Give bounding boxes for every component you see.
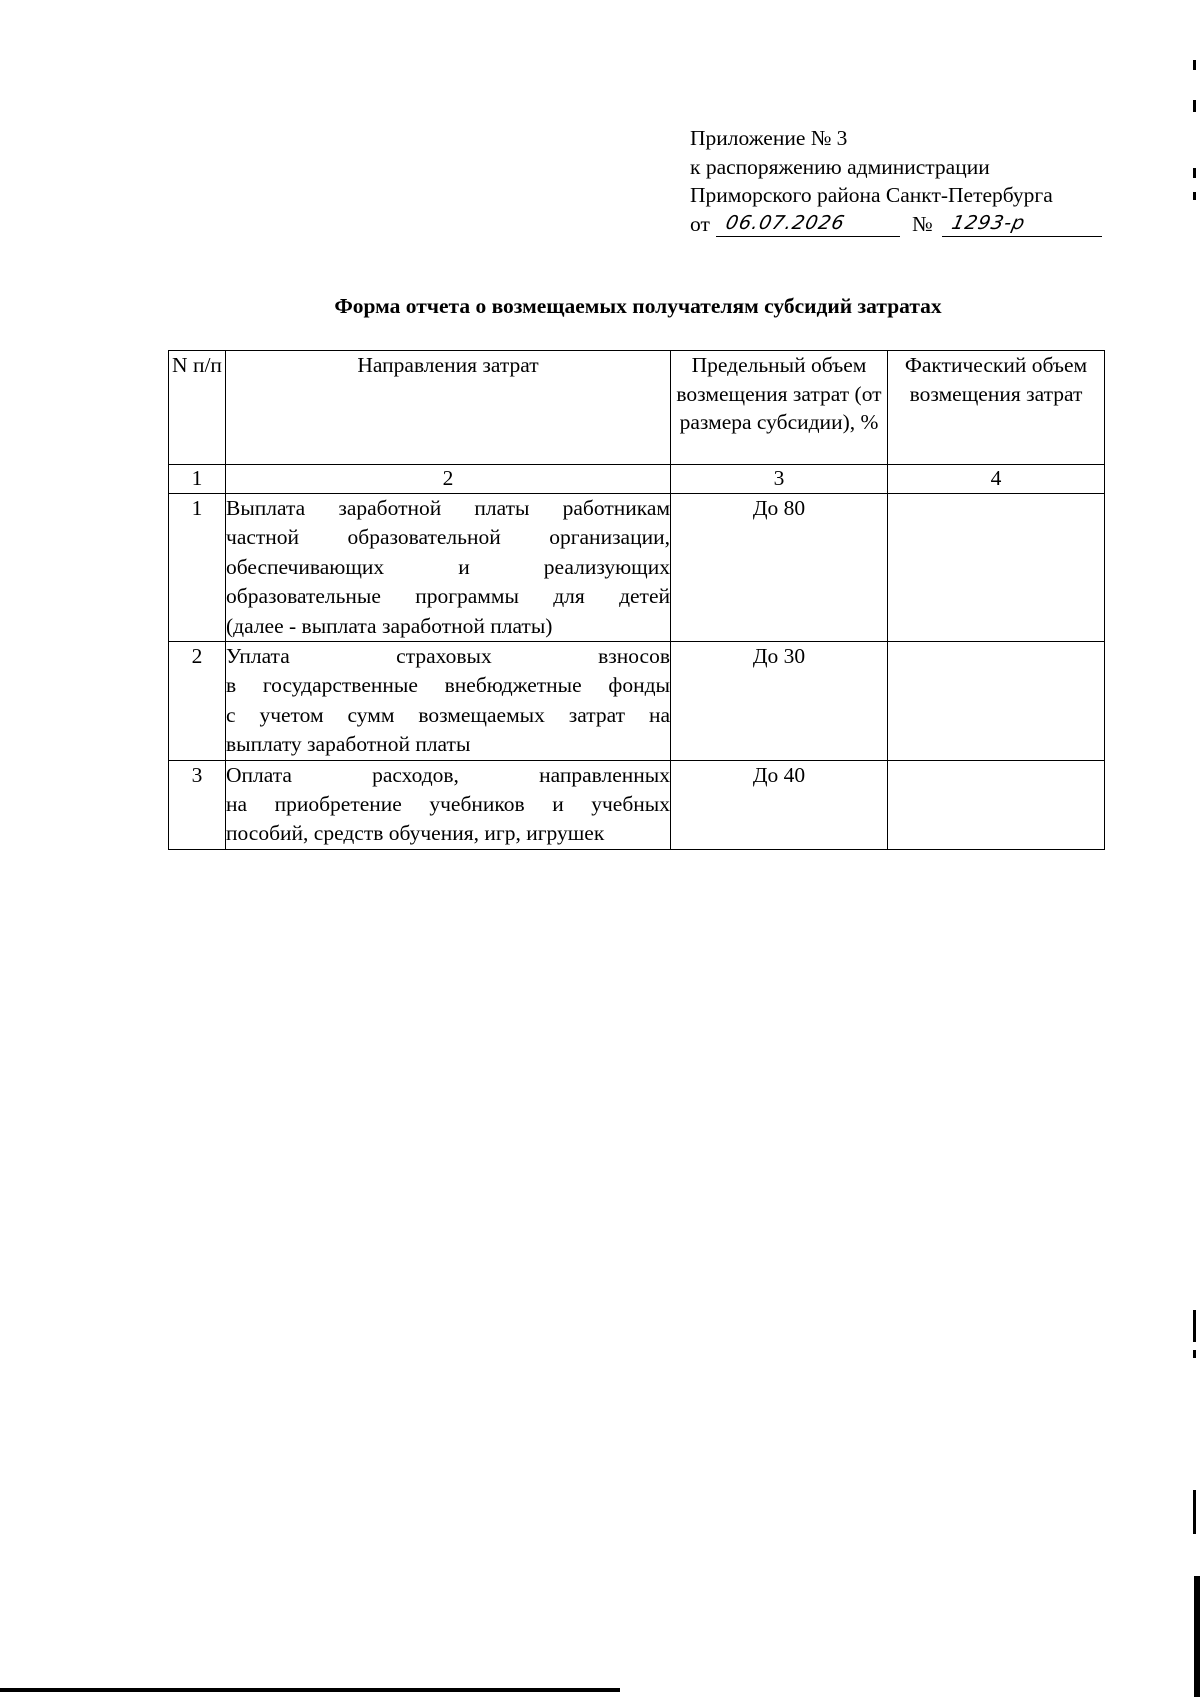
table-header-row: [169, 351, 1105, 465]
row-limit: До 30: [671, 642, 888, 761]
column-number: 4: [888, 465, 1105, 494]
scan-edge-mark: [1194, 1576, 1200, 1697]
row-direction: Выплата заработной платы работникам частной образовательной организации, обеспечивающих и реализующих образовательные программы для детей (далее - выплата заработной платы): [226, 494, 671, 642]
scan-edge-mark: [1193, 168, 1196, 178]
header-limit: Предельный объем возмещения затрат (от размера субсидии), %: [671, 351, 888, 465]
table-row: [169, 760, 1105, 849]
annex-number: Приложение № 3: [690, 126, 848, 150]
row-direction: Оплата расходов, направленных на приобретение учебников и учебных пособий, средств обучения, игр, игрушек: [226, 760, 671, 849]
table-row: [169, 642, 1105, 761]
header-number: N п/п: [169, 351, 226, 465]
from-label: от: [690, 211, 710, 236]
header-actual: Фактический объем возмещения затрат: [888, 351, 1105, 465]
scan-edge-mark: [1193, 192, 1196, 200]
annex-authority: Приморского района Санкт-Петербурга: [690, 183, 1053, 208]
row-number: 1: [169, 494, 226, 642]
annex-header: [690, 124, 1110, 239]
column-number: 3: [671, 465, 888, 494]
row-number: 2: [169, 642, 226, 761]
row-actual: [888, 760, 1105, 849]
annex-date-number-line: [690, 210, 1110, 239]
handwritten-date: 06.07.2026: [716, 212, 900, 237]
number-label: №: [912, 211, 933, 236]
row-actual: [888, 494, 1105, 642]
column-number: 1: [169, 465, 226, 494]
form-title: Форма отчета о возмещаемых получателям субсидий затратах: [334, 294, 942, 318]
table-row: [169, 494, 1105, 642]
row-actual: [888, 642, 1105, 761]
scan-edge-mark: [0, 1688, 620, 1692]
scan-edge-mark: [1193, 60, 1196, 70]
row-limit: До 40: [671, 760, 888, 849]
scan-edge-mark: [1193, 1490, 1196, 1534]
handwritten-number: 1293-р: [942, 212, 1102, 237]
row-number: 3: [169, 760, 226, 849]
column-number-row: [169, 465, 1105, 494]
report-table: [168, 350, 1105, 850]
scan-edge-mark: [1193, 1310, 1196, 1342]
column-number: 2: [226, 465, 671, 494]
row-direction: Уплата страховых взносов в государственные внебюджетные фонды с учетом сумм возмещаемых затрат на выплату заработной платы: [226, 642, 671, 761]
scan-edge-mark: [1193, 1350, 1196, 1358]
row-limit: До 80: [671, 494, 888, 642]
scan-edge-mark: [1193, 100, 1196, 112]
header-directions: Направления затрат: [226, 351, 671, 465]
annex-order-ref: к распоряжению администрации: [690, 154, 990, 179]
